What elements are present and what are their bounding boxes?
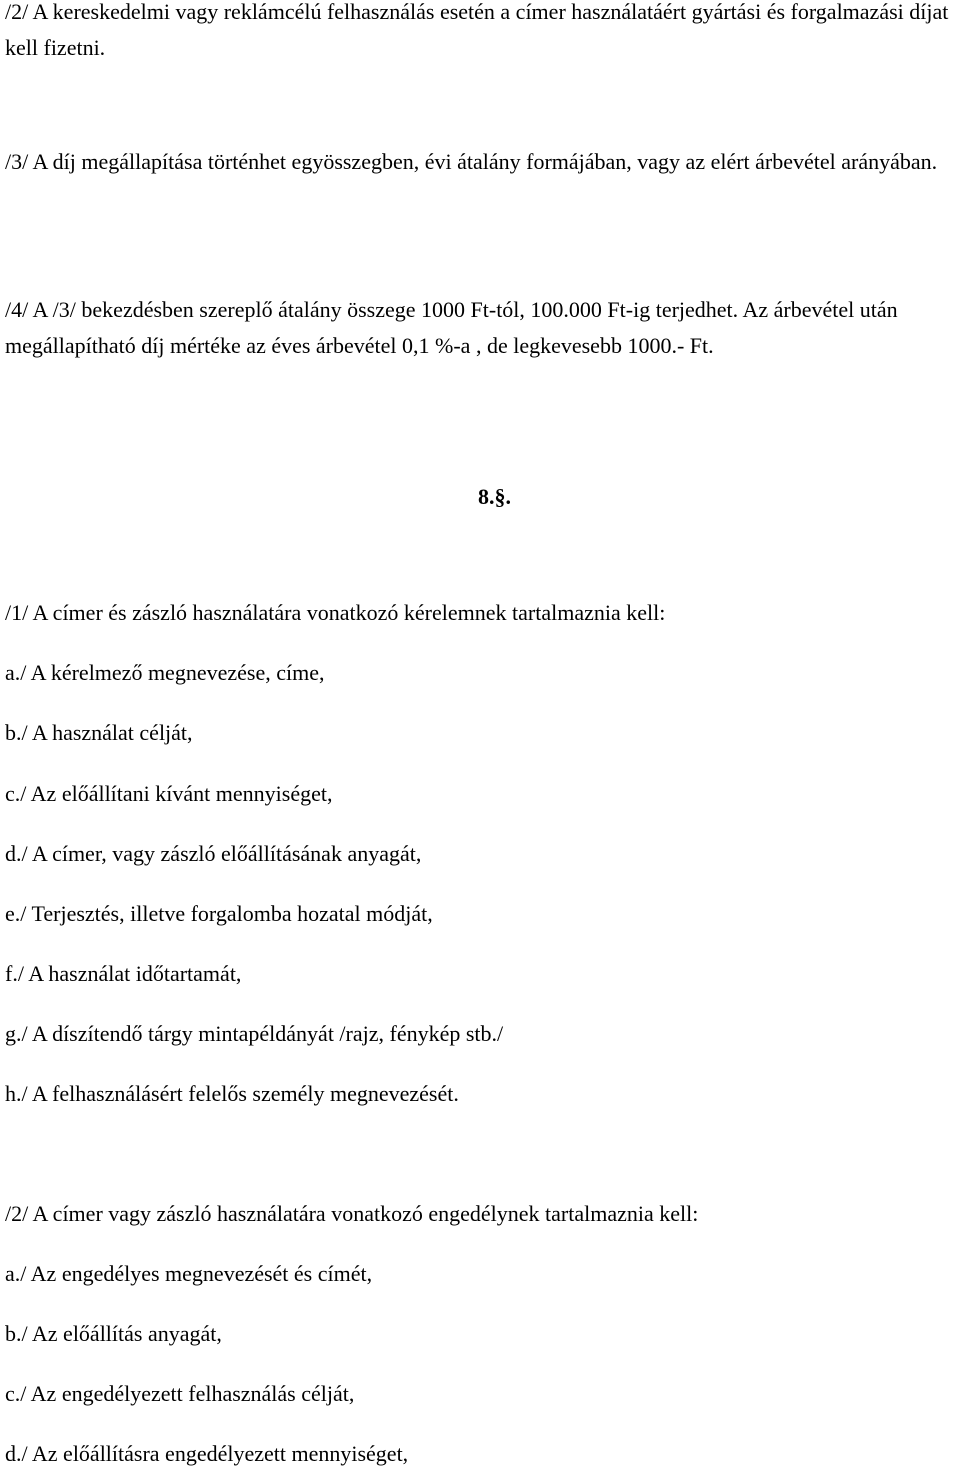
request-intro: /1/ A címer és zászló használatára vonatkozó kérelemnek tartalmaznia kell: — [5, 600, 666, 625]
permit-item-d: d./ Az előállításra engedélyezett mennyiséget, — [5, 1441, 409, 1466]
permit-intro: /2/ A címer vagy zászló használatára vonatkozó engedélynek tartalmaznia kell: — [5, 1201, 699, 1226]
request-item-g: g./ A díszítendő tárgy mintapéldányát /rajz, fénykép stb./ — [5, 1021, 504, 1046]
permit-item-b: b./ Az előállítás anyagát, — [5, 1321, 222, 1346]
permit-item-a: a./ Az engedélyes megnevezését és címét, — [5, 1261, 373, 1286]
request-item-a: a./ A kérelmező megnevezése, címe, — [5, 660, 325, 685]
request-item-f: f./ A használat időtartamát, — [5, 961, 242, 986]
permit-item-c: c./ Az engedélyezett felhasználás célját, — [5, 1381, 355, 1406]
section-heading: 8.§. — [478, 484, 511, 509]
request-item-c: c./ Az előállítani kívánt mennyiséget, — [5, 781, 333, 806]
request-item-b: b./ A használat célját, — [5, 720, 193, 745]
request-item-h: h./ A felhasználásért felelős személy megnevezését. — [5, 1081, 459, 1106]
request-item-d: d./ A címer, vagy zászló előállításának anyagát, — [5, 841, 422, 866]
paragraph-2: /2/ A kereskedelmi vagy reklámcélú felhasználás esetén a címer használatáért gyártási és forgalmazási díjat kell fizetni. — [5, 0, 949, 60]
paragraph-4: /4/ A /3/ bekezdésben szereplő átalány összege 1000 Ft-tól, 100.000 Ft-ig terjedhet. Az árbevétel után megállapítható díj mértéke az éves árbevétel 0,1 %-a , de legkevesebb 1000.- Ft. — [5, 297, 898, 358]
paragraph-3: /3/ A díj megállapítása történhet egyösszegben, évi átalány formájában, vagy az elért árbevétel arányában. — [5, 149, 938, 174]
request-item-e: e./ Terjesztés, illetve forgalomba hozatal módját, — [5, 901, 433, 926]
